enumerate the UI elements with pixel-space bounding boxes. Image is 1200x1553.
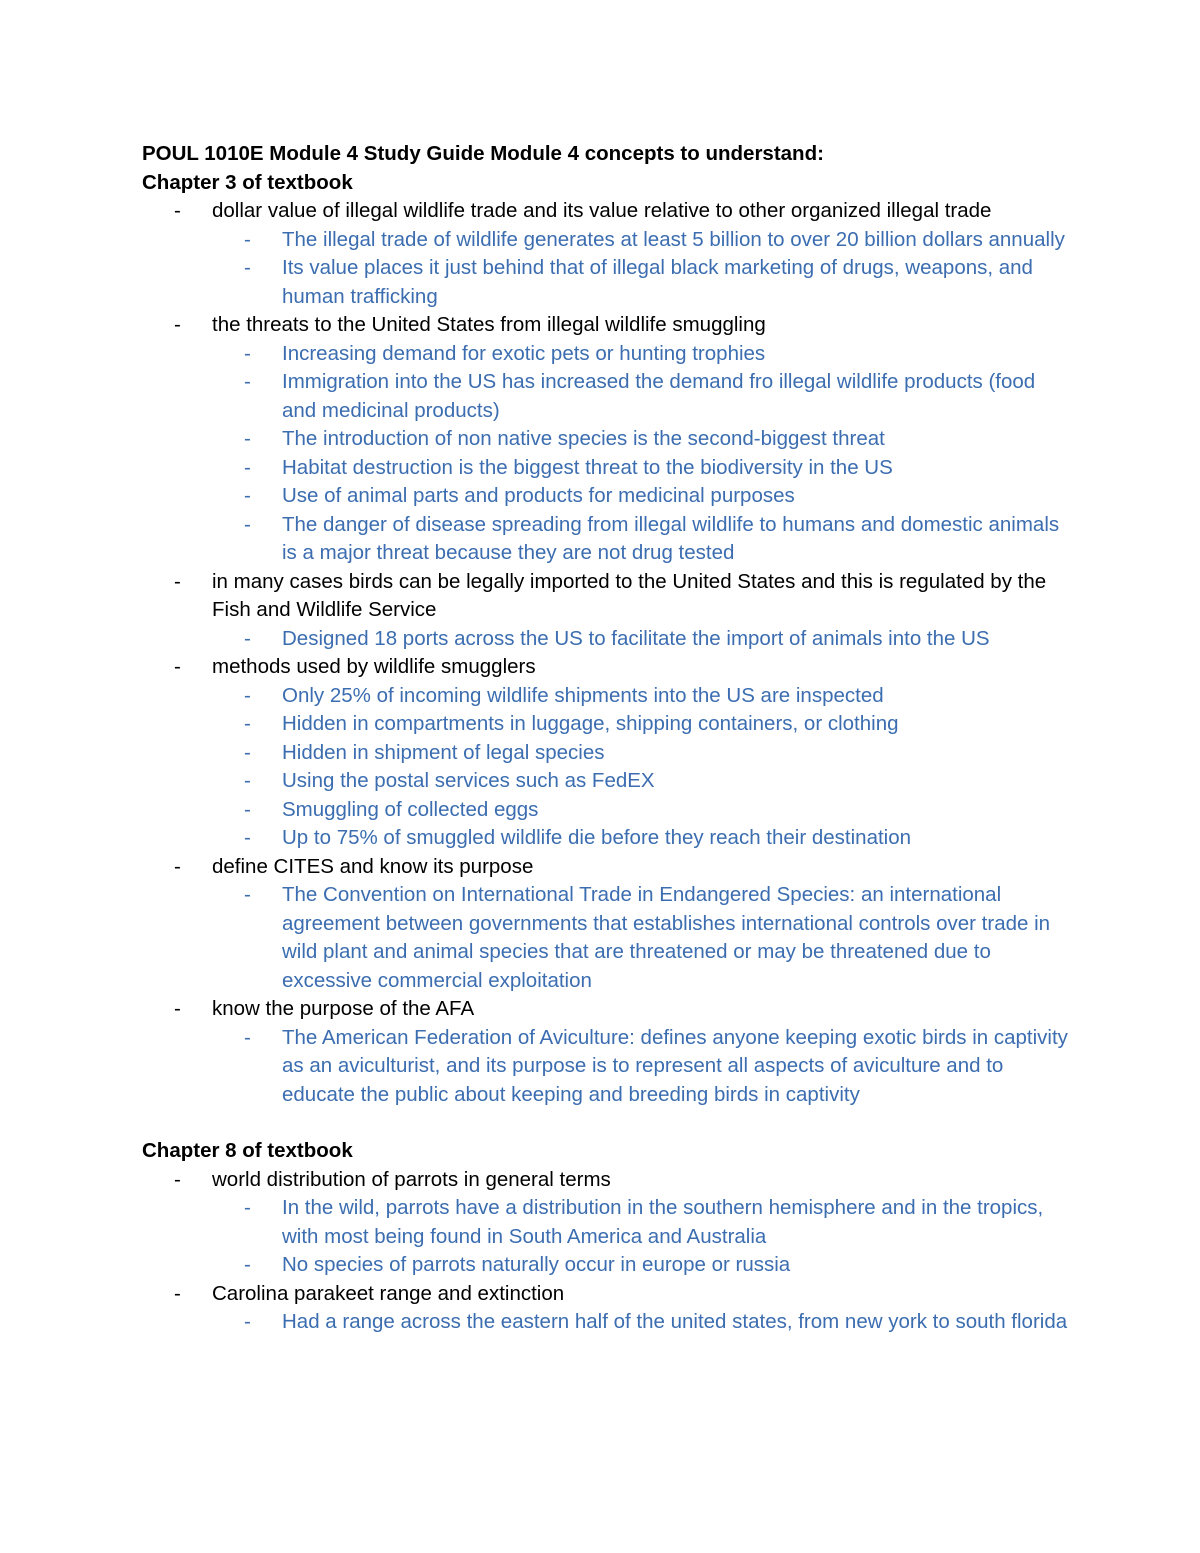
topic-item: [142, 311, 1072, 568]
answer-item: [212, 682, 1072, 711]
answer-text: Using the postal services such as FedEX: [282, 769, 655, 792]
dash-bullet-icon: -: [244, 227, 251, 251]
topic-text: dollar value of illegal wildlife trade and its value relative to other organized illegal trade: [212, 199, 992, 222]
chapter-section: [142, 1137, 1072, 1337]
topic-text: define CITES and know its purpose: [212, 854, 534, 878]
dash-bullet-icon: -: [244, 512, 251, 536]
answer-text: No species of parrots naturally occur in europe or russia: [282, 1253, 791, 1276]
answer-text: Hidden in compartments in luggage, shipping containers, or clothing: [282, 712, 899, 735]
answer-text: Had a range across the eastern half of the united states, from new york to south florida: [282, 1310, 1068, 1333]
answer-item: [212, 254, 1072, 311]
answer-item: [212, 739, 1072, 768]
topic-item: [142, 1166, 1072, 1280]
answer-item: [212, 1308, 1072, 1337]
dash-bullet-icon: -: [244, 256, 251, 279]
answer-item: [212, 625, 1072, 654]
answer-item: [212, 340, 1072, 369]
dash-bullet-icon: -: [174, 1167, 181, 1191]
answer-text: The American Federation of Aviculture: defines anyone keeping exotic birds in captivity as an aviculturist, and its purpose is to represent all aspects of aviculture and to educate the public about keeping and breeding birds in captivity: [282, 1025, 1068, 1106]
dash-bullet-icon: -: [174, 655, 181, 678]
dash-bullet-icon: -: [244, 455, 251, 479]
answer-list: [212, 682, 1072, 853]
topic-list: [142, 197, 1072, 1109]
topic-text: world distribution of parrots in general terms: [212, 1167, 611, 1191]
chapter-heading: Chapter 8 of textbook: [142, 1139, 353, 1162]
dash-bullet-icon: -: [244, 370, 251, 393]
answer-list: [212, 625, 1072, 654]
answer-item: [212, 824, 1072, 853]
answer-item: [212, 881, 1072, 995]
dash-bullet-icon: -: [244, 826, 251, 849]
answer-item: [212, 368, 1072, 425]
dash-bullet-icon: -: [244, 683, 251, 707]
answer-text: Increasing demand for exotic pets or hunting trophies: [282, 341, 766, 365]
topic-item: [142, 568, 1072, 654]
dash-bullet-icon: -: [174, 199, 181, 222]
answer-list: [212, 1194, 1072, 1280]
answer-text: Immigration into the US has increased the demand fro illegal wildlife products (food and medicinal products): [282, 370, 1036, 422]
answer-item: [212, 425, 1072, 454]
dash-bullet-icon: -: [244, 883, 251, 906]
topic-text: in many cases birds can be legally imported to the United States and this is regulated by the Fish and Wildlife Service: [212, 569, 1047, 621]
topic-text: methods used by wildlife smugglers: [212, 655, 536, 678]
chapter-heading: Chapter 3 of textbook: [142, 170, 353, 194]
dash-bullet-icon: -: [244, 797, 251, 821]
answer-item: [212, 1024, 1072, 1110]
answer-text: Up to 75% of smuggled wildlife die before they reach their destination: [282, 826, 912, 849]
dash-bullet-icon: -: [244, 1025, 251, 1049]
answer-text: Hidden in shipment of legal species: [282, 740, 605, 764]
answer-item: [212, 1194, 1072, 1251]
answer-text: Designed 18 ports across the US to facilitate the import of animals into the US: [282, 626, 990, 650]
answer-item: [212, 226, 1072, 255]
dash-bullet-icon: -: [244, 712, 251, 735]
section-spacer: [142, 1109, 1072, 1137]
answer-text: The Convention on International Trade in Endangered Species: an international agreement between governments that establishes international controls over trade in wild plant and animal species that are threatened or may be threatened due to excessive commercial exploitation: [282, 883, 1051, 992]
answer-list: [212, 1024, 1072, 1110]
answer-text: Habitat destruction is the biggest threat to the biodiversity in the US: [282, 455, 893, 479]
answer-list: [212, 340, 1072, 568]
dash-bullet-icon: -: [244, 484, 251, 507]
topic-text: Carolina parakeet range and extinction: [212, 1281, 565, 1305]
answer-text: Its value places it just behind that of illegal black marketing of drugs, weapons, and human trafficking: [282, 256, 1033, 308]
dash-bullet-icon: -: [174, 569, 181, 593]
document-title: POUL 1010E Module 4 Study Guide Module 4 concepts to understand:: [142, 142, 824, 165]
dash-bullet-icon: -: [244, 769, 251, 792]
topic-text: the threats to the United States from illegal wildlife smuggling: [212, 313, 766, 336]
answer-text: The illegal trade of wildlife generates at least 5 billion to over 20 billion dollars annually: [282, 227, 1065, 251]
topic-item: [142, 197, 1072, 311]
topic-item: [142, 995, 1072, 1109]
answer-item: [212, 1251, 1072, 1280]
topic-item: [142, 653, 1072, 853]
dash-bullet-icon: -: [174, 313, 181, 336]
dash-bullet-icon: -: [244, 740, 251, 764]
answer-text: The introduction of non native species is the second-biggest threat: [282, 427, 885, 450]
dash-bullet-icon: -: [244, 626, 251, 650]
document-body: [142, 169, 1072, 1337]
answer-item: [212, 454, 1072, 483]
dash-bullet-icon: -: [244, 1196, 251, 1219]
answer-text: The danger of disease spreading from illegal wildlife to humans and domestic animals is a major threat because they are not drug tested: [282, 512, 1060, 564]
dash-bullet-icon: -: [174, 1281, 181, 1305]
dash-bullet-icon: -: [174, 854, 181, 878]
answer-text: In the wild, parrots have a distribution in the southern hemisphere and in the tropics, with most being found in South America and Australia: [282, 1196, 1044, 1248]
topic-item: [142, 1280, 1072, 1337]
answer-list: [212, 881, 1072, 995]
chapter-section: [142, 169, 1072, 1110]
answer-text: Use of animal parts and products for medicinal purposes: [282, 484, 795, 507]
answer-item: [212, 482, 1072, 511]
dash-bullet-icon: -: [174, 997, 181, 1020]
topic-text: know the purpose of the AFA: [212, 997, 475, 1020]
topic-item: [142, 853, 1072, 996]
answer-text: Smuggling of collected eggs: [282, 797, 539, 821]
dash-bullet-icon: -: [244, 341, 251, 365]
answer-list: [212, 226, 1072, 312]
topic-list: [142, 1166, 1072, 1337]
answer-item: [212, 710, 1072, 739]
answer-list: [212, 1308, 1072, 1337]
document-page: [142, 140, 1072, 1337]
answer-text: Only 25% of incoming wildlife shipments into the US are inspected: [282, 683, 884, 707]
answer-item: [212, 767, 1072, 796]
dash-bullet-icon: -: [244, 1253, 251, 1276]
dash-bullet-icon: -: [244, 1310, 251, 1333]
answer-item: [212, 511, 1072, 568]
dash-bullet-icon: -: [244, 427, 251, 450]
answer-item: [212, 796, 1072, 825]
